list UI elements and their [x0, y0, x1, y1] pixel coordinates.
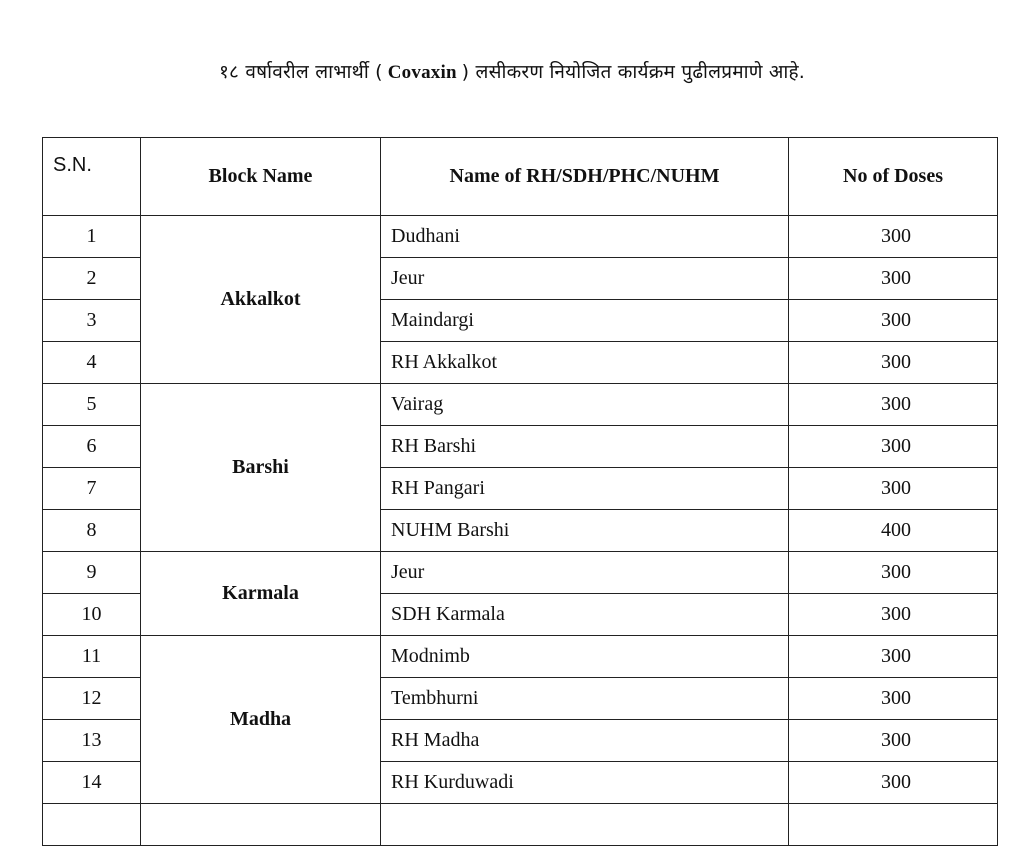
doses-cell: 300	[789, 216, 998, 258]
block-name-cell: Akkalkot	[141, 216, 381, 384]
table-row	[43, 384, 998, 426]
block-name-cell: Karmala	[141, 552, 381, 636]
facility-name-cell: Tembhurni	[381, 678, 789, 720]
table-row	[43, 552, 998, 594]
title-vaccine-name: Covaxin	[382, 62, 462, 83]
facility-name-cell: RH Kurduwadi	[381, 762, 789, 804]
doses-cell: 300	[789, 468, 998, 510]
facility-name-cell: RH Barshi	[381, 426, 789, 468]
facility-name-cell	[381, 804, 789, 846]
row-sn: 12	[43, 678, 141, 720]
header-facility-name: Name of RH/SDH/PHC/NUHM	[381, 138, 789, 216]
facility-name-cell: SDH Karmala	[381, 594, 789, 636]
row-sn: 2	[43, 258, 141, 300]
row-sn: 4	[43, 342, 141, 384]
doses-cell: 300	[789, 594, 998, 636]
block-name-cell: Madha	[141, 636, 381, 804]
table-row	[43, 636, 998, 678]
facility-name-cell: Dudhani	[381, 216, 789, 258]
title-prefix: १८ वर्षावरील लाभार्थी (	[218, 61, 383, 83]
document-title	[0, 58, 1024, 84]
vaccination-schedule-table	[42, 137, 998, 846]
doses-cell: 300	[789, 300, 998, 342]
facility-name-cell: RH Pangari	[381, 468, 789, 510]
doses-cell: 300	[789, 678, 998, 720]
row-sn: 1	[43, 216, 141, 258]
row-sn: 8	[43, 510, 141, 552]
row-sn: 14	[43, 762, 141, 804]
facility-name-cell: Maindargi	[381, 300, 789, 342]
row-sn	[43, 804, 141, 846]
table-row	[43, 216, 998, 258]
row-sn: 13	[43, 720, 141, 762]
doses-cell: 300	[789, 762, 998, 804]
title-suffix: ) लसीकरण नियोजित कार्यक्रम पुढीलप्रमाणे आहे.	[461, 61, 806, 83]
block-name-cell	[141, 804, 381, 846]
row-sn: 6	[43, 426, 141, 468]
table-header-row	[43, 138, 998, 216]
row-sn: 10	[43, 594, 141, 636]
table-row-partial	[43, 804, 998, 846]
facility-name-cell: Vairag	[381, 384, 789, 426]
row-sn: 5	[43, 384, 141, 426]
row-sn: 7	[43, 468, 141, 510]
doses-cell: 300	[789, 384, 998, 426]
facility-name-cell: Jeur	[381, 552, 789, 594]
facility-name-cell: Modnimb	[381, 636, 789, 678]
doses-cell: 300	[789, 636, 998, 678]
doses-cell: 300	[789, 258, 998, 300]
facility-name-cell: RH Madha	[381, 720, 789, 762]
header-sn: S.N.	[43, 138, 141, 216]
doses-cell: 400	[789, 510, 998, 552]
doses-cell: 300	[789, 342, 998, 384]
header-no-of-doses: No of Doses	[789, 138, 998, 216]
row-sn: 9	[43, 552, 141, 594]
header-block-name: Block Name	[141, 138, 381, 216]
doses-cell: 300	[789, 426, 998, 468]
facility-name-cell: RH Akkalkot	[381, 342, 789, 384]
facility-name-cell: NUHM Barshi	[381, 510, 789, 552]
row-sn: 11	[43, 636, 141, 678]
row-sn: 3	[43, 300, 141, 342]
doses-cell: 300	[789, 720, 998, 762]
facility-name-cell: Jeur	[381, 258, 789, 300]
doses-cell	[789, 804, 998, 846]
block-name-cell: Barshi	[141, 384, 381, 552]
doses-cell: 300	[789, 552, 998, 594]
